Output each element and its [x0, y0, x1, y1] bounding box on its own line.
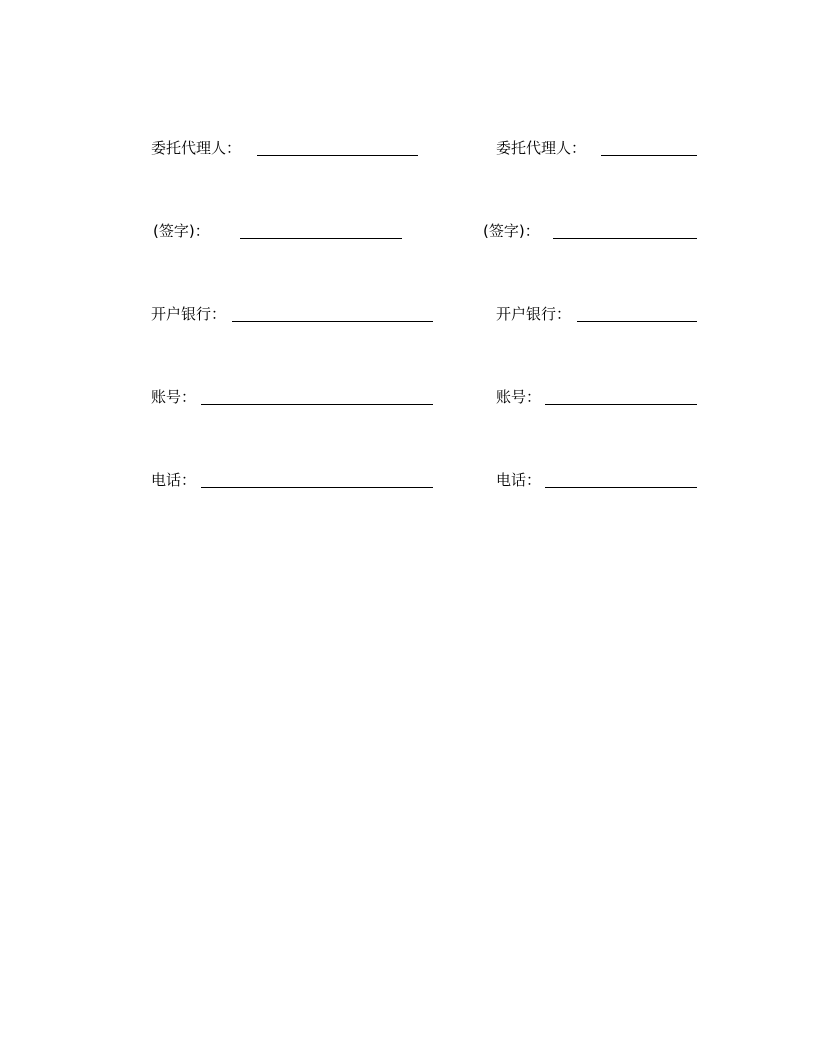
- right-agent-field[interactable]: [601, 155, 697, 156]
- left-signature-label: (签字)：: [153, 222, 210, 240]
- left-phone-field[interactable]: [201, 487, 433, 488]
- right-bank-label: 开户银行：: [496, 305, 572, 323]
- left-agent-label: 委托代理人：: [151, 139, 242, 157]
- left-agent-field[interactable]: [257, 155, 418, 156]
- left-account-field[interactable]: [201, 404, 433, 405]
- left-bank-field[interactable]: [232, 321, 433, 322]
- right-phone-label: 电话：: [496, 471, 542, 489]
- left-phone-label: 电话：: [151, 471, 197, 489]
- right-signature-label: (签字)：: [483, 222, 540, 240]
- left-bank-label: 开户银行：: [151, 305, 227, 323]
- right-signature-field[interactable]: [553, 238, 697, 239]
- right-phone-field[interactable]: [545, 487, 697, 488]
- right-agent-label: 委托代理人：: [496, 139, 587, 157]
- right-bank-field[interactable]: [577, 321, 697, 322]
- left-account-label: 账号：: [151, 388, 197, 406]
- right-account-field[interactable]: [545, 404, 697, 405]
- left-signature-field[interactable]: [240, 238, 402, 239]
- right-account-label: 账号：: [496, 388, 542, 406]
